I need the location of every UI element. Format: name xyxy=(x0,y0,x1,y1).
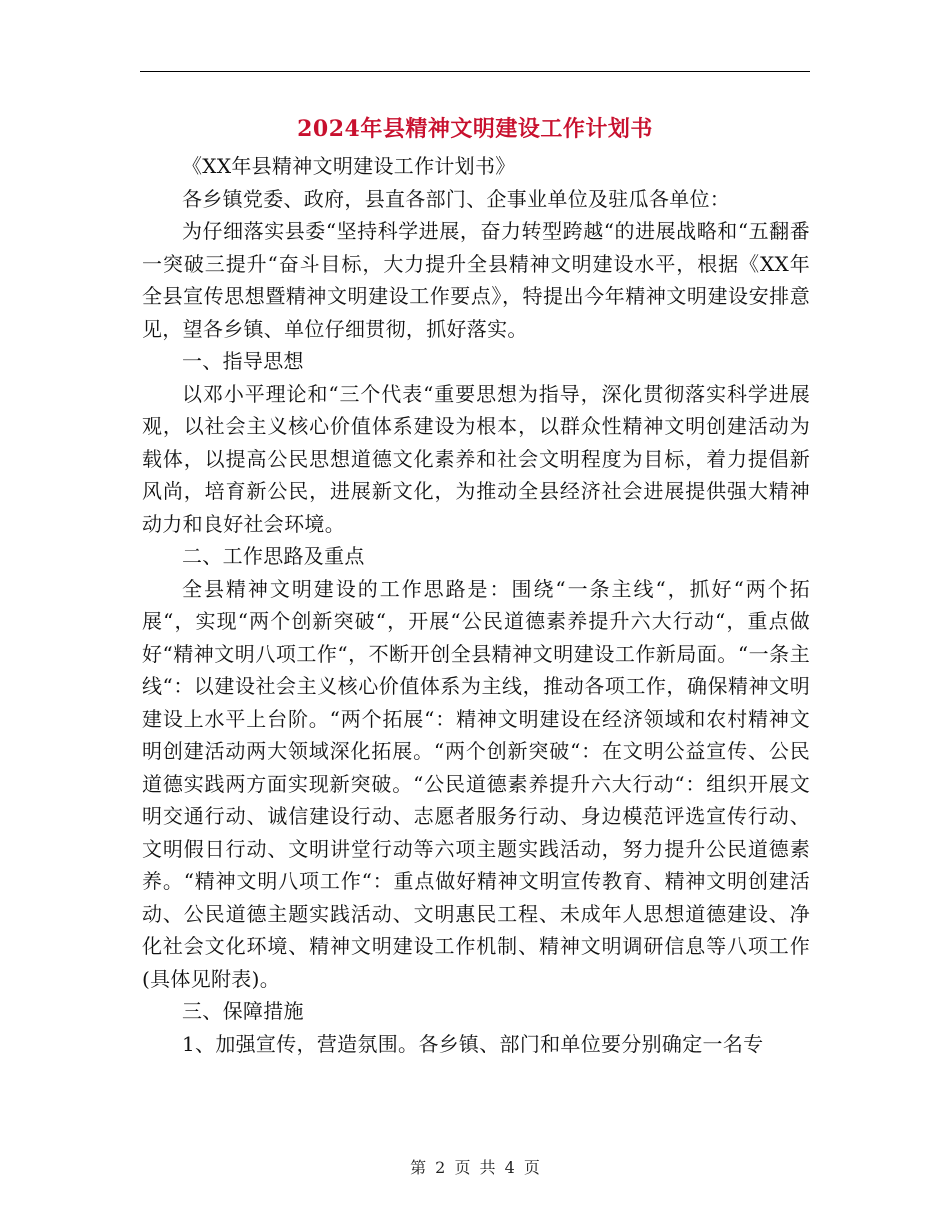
section-heading-safeguards: 三、保障措施 xyxy=(182,999,304,1023)
section-heading-work-focus: 二、工作思路及重点 xyxy=(182,544,365,568)
document-title: 2024年县精神文明建设工作计划书 xyxy=(297,116,653,142)
paragraph-salutation: 各乡镇党委、政府，县直各部门、企事业单位及驻瓜各单位： xyxy=(182,186,731,211)
page-number: 第 2 页 共 4 页 xyxy=(410,1158,540,1177)
document-body xyxy=(142,150,810,1060)
header-rule xyxy=(140,71,810,72)
section-heading-guiding-thought: 一、指导思想 xyxy=(182,349,304,373)
paragraph-work-focus: 全县精神文明建设的工作思路是：围绕“一条主线“，抓好“两个拓展“，实现“两个创新突破“，开展“公民道德素养提升六大行动“，重点做好“精神文明八项工作“，不断开创全县精神文明建设工作新局面。“一条主线“：以建设社会主义核心价值体系为主线，推动各项工作，确保精神文明建设上水平上台阶。“两个拓展“：精神文明建设在经济领域和农村精神文明创建活动两大领域深化拓展。“两个创新突破“：在文明公益宣传、公民道德实践两方面实现新突破。“公民道德素养提升六大行动“：组织开展文明交通行动、诚信建设行动、志愿者服务行动、身边模范评选宣传行动、文明假日行动、文明讲堂行动等六项主题实践活动，努力提升公民道德素养。“精神文明八项工作“：重点做好精神文明宣传教育、精神文明创建活动、公民道德主题实践活动、文明惠民工程、未成年人思想道德建设、净化社会文化环境、精神文明建设工作机制、精神文明调研信息等八项工作(具体见附表)。 xyxy=(142,576,810,991)
paragraph-guiding-thought: 以邓小平理论和“三个代表“重要思想为指导，深化贯彻落实科学进展观，以社会主义核心价值体系建设为根本，以群众性精神文明创建活动为载体，以提高公民思想道德文化素养和社会文明程度为目标，着力提倡新风尚，培育新公民，进展新文化，为推动全县经济社会进展提供强大精神动力和良好社会环境。 xyxy=(142,381,810,536)
paragraph-safeguard-1: 1、加强宣传，营造氛围。各乡镇、部门和单位要分别确定一名专 xyxy=(182,1031,764,1056)
paragraph-subtitle: 《XX年县精神文明建设工作计划书》 xyxy=(182,154,516,178)
paragraph-intro: 为仔细落实县委“坚持科学进展，奋力转型跨越“的进展战略和“五翻番一突破三提升“奋斗目标，大力提升全县精神文明建设水平，根据《XX年全县宣传思想暨精神文明建设工作要点》，特提出今年精神文明建设安排意见，望各乡镇、单位仔细贯彻，抓好落实。 xyxy=(142,219,810,341)
